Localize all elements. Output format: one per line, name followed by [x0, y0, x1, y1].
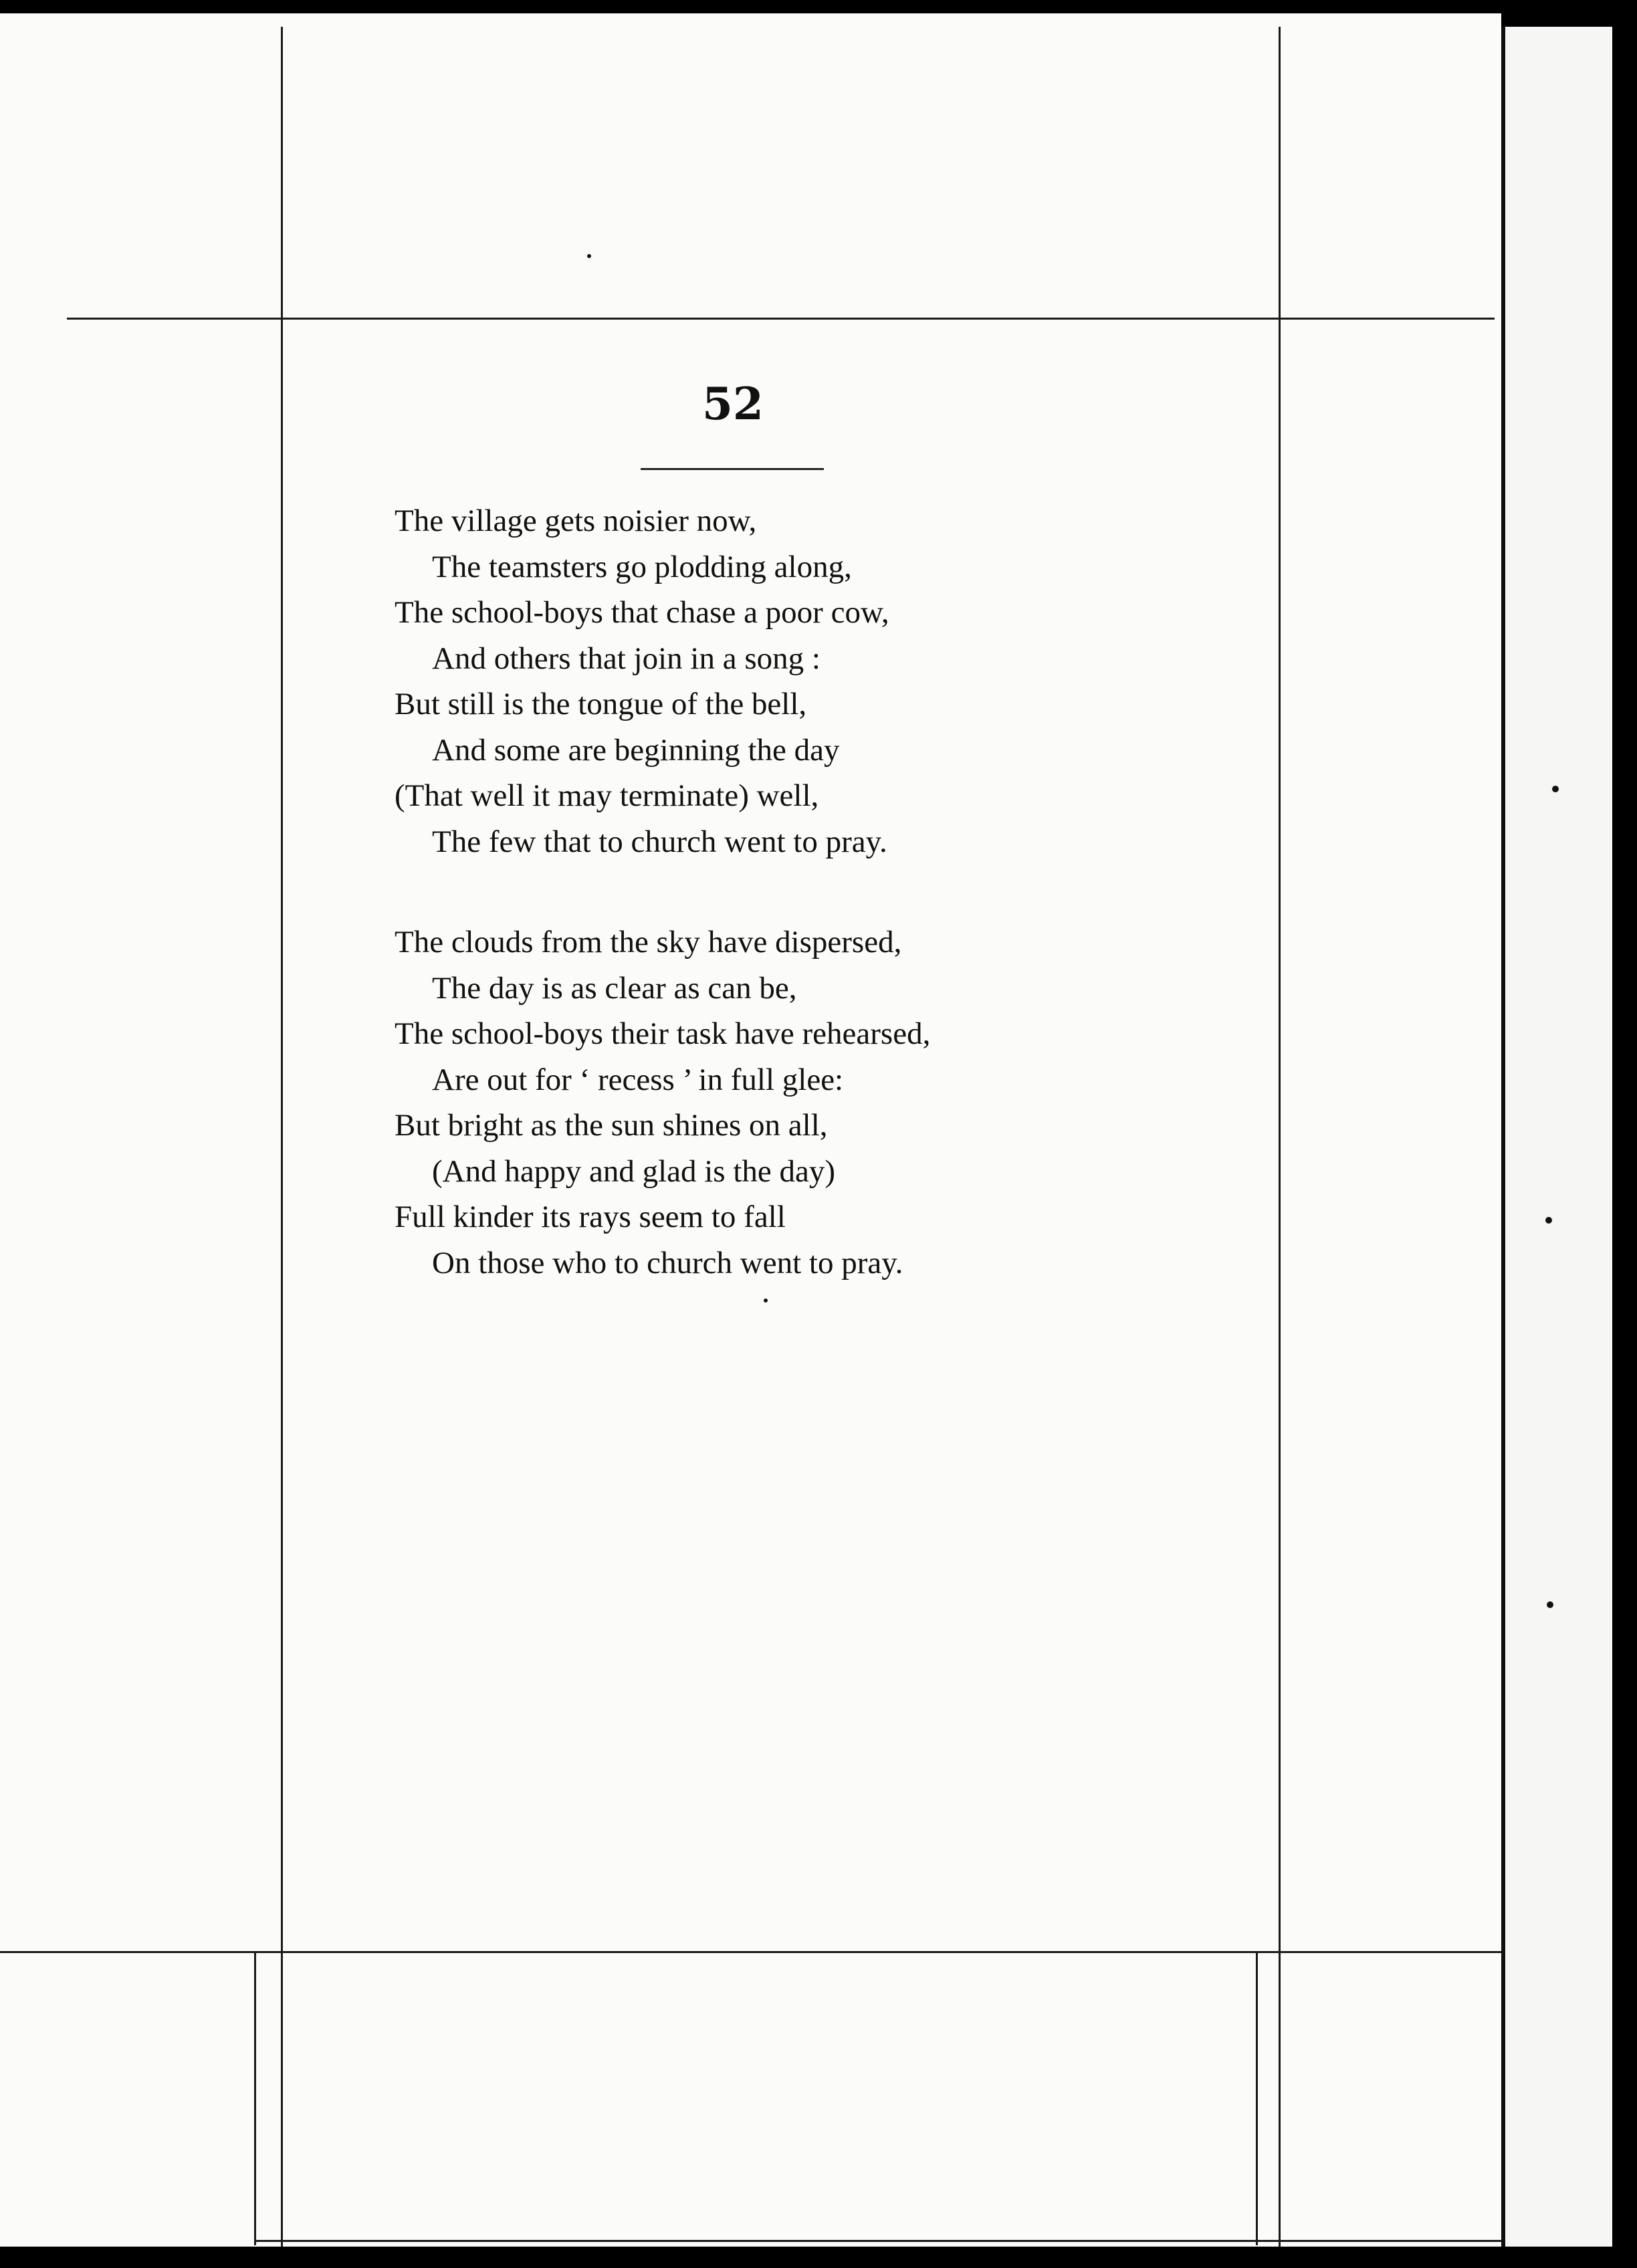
frame-rule-right — [1279, 27, 1281, 2247]
poem-line: On those who to church went to pray. — [432, 1245, 903, 1280]
poem-line: And some are beginning the day — [432, 732, 840, 768]
scan-speck — [1545, 1217, 1552, 1224]
header-rule — [641, 468, 824, 470]
poem-line: The village gets noisier now, — [395, 503, 757, 538]
poem-line: And others that join in a song : — [432, 641, 821, 676]
poem-line: But still is the tongue of the bell, — [395, 687, 807, 721]
frame-rule-right-lower — [1256, 1951, 1258, 2245]
poem-line: (That well it may terminate) well, — [395, 778, 819, 813]
scan-speck — [1547, 1601, 1553, 1608]
poem-line: But bright as the sun shines on all, — [395, 1108, 828, 1143]
frame-rule-left-lower — [254, 1951, 256, 2245]
poem-line: The teamsters go plodding along, — [432, 549, 852, 584]
poem-line: Are out for ‘ recess ’ in full glee: — [432, 1062, 844, 1097]
adjacent-page-edge — [1501, 27, 1612, 2247]
frame-rule-base — [254, 2240, 1501, 2242]
frame-rule-left — [281, 27, 283, 2247]
poem-line: The few that to church went to pray. — [432, 824, 887, 859]
scan-speck — [764, 1298, 768, 1302]
page-number: 52 — [702, 378, 764, 430]
scan-speck — [587, 254, 591, 258]
poem-stanza-2 — [395, 919, 1130, 1286]
poem-line: The school-boys that chase a poor cow, — [395, 595, 889, 630]
scan-speck — [1552, 786, 1559, 792]
paper-sheet — [0, 13, 1501, 2247]
frame-rule-bottom — [0, 1951, 1501, 1953]
poem-line: Full kinder its rays seem to fall — [395, 1200, 786, 1234]
poem-line: The school-boys their task have rehearsed, — [395, 1016, 931, 1051]
poem-line: The day is as clear as can be, — [432, 970, 797, 1006]
poem-stanza-1 — [395, 498, 1130, 865]
poem-line: (And happy and glad is the day) — [432, 1153, 836, 1189]
poem-line: The clouds from the sky have dispersed, — [395, 925, 902, 959]
